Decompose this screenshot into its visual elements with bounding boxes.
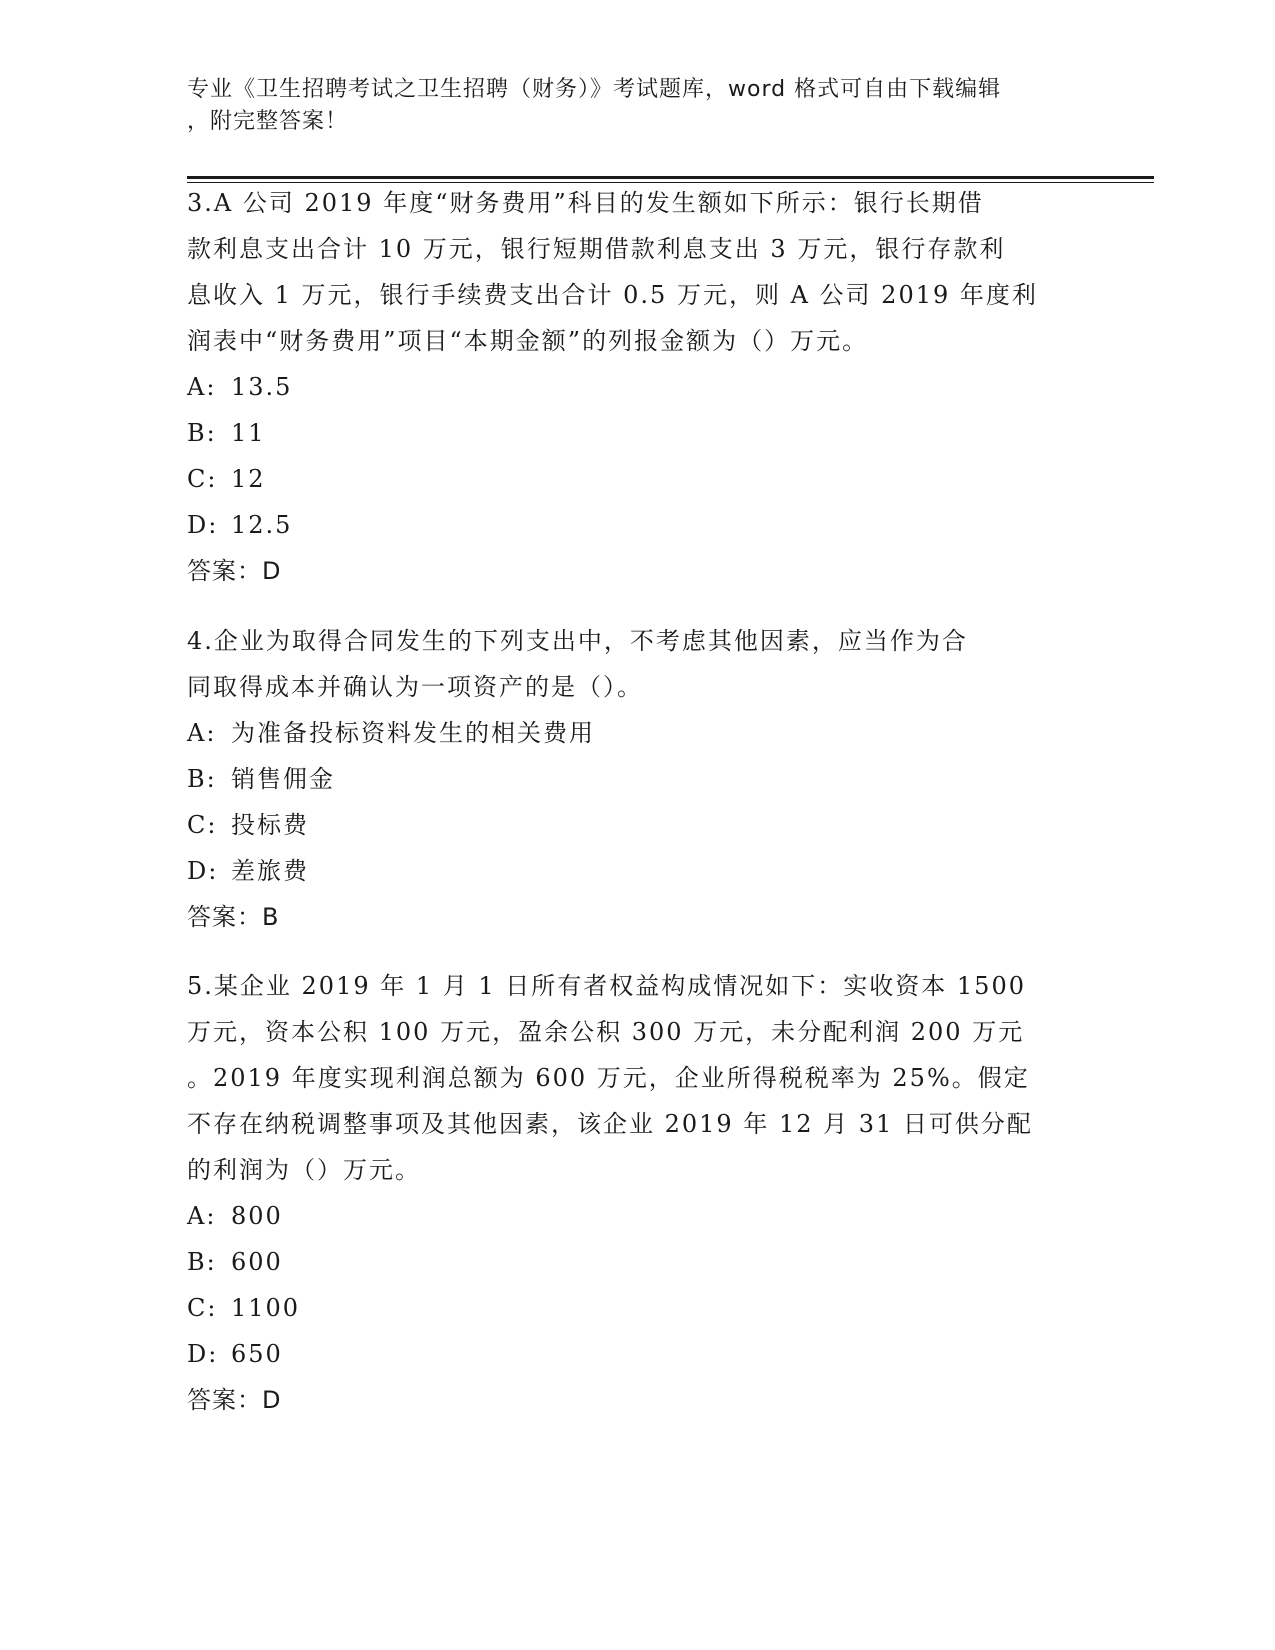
- option-letter: A:: [187, 373, 217, 401]
- document-header: [187, 74, 1067, 138]
- option-text: 销售佣金: [231, 765, 335, 793]
- option-letter: B:: [187, 419, 217, 447]
- option-text: 1100: [231, 1294, 301, 1322]
- option-b: [187, 1239, 1067, 1285]
- option-c: [187, 802, 1067, 848]
- option-letter: C:: [187, 465, 218, 493]
- option-text: 800: [231, 1202, 283, 1230]
- option-a: [187, 1193, 1067, 1239]
- option-d: [187, 502, 1067, 548]
- option-text: 650: [231, 1340, 283, 1368]
- option-text: 13.5: [231, 373, 293, 401]
- question-stem: [187, 963, 1067, 1193]
- option-letter: C:: [187, 811, 218, 839]
- question-stem: [187, 180, 1067, 364]
- option-text: 12: [231, 465, 266, 493]
- question-stem: [187, 618, 1067, 710]
- option-a: [187, 364, 1067, 410]
- option-text: 11: [231, 419, 266, 447]
- option-letter: B:: [187, 1248, 217, 1276]
- answer-line: 答案：D: [187, 1386, 282, 1414]
- option-letter: D:: [187, 511, 219, 539]
- option-text: 投标费: [231, 811, 309, 839]
- option-c: [187, 456, 1067, 502]
- option-letter: C:: [187, 1294, 218, 1322]
- stem-line: 润表中“财务费用”项目“本期金额”的列报金额为（）万元。: [187, 327, 869, 355]
- option-text: 600: [231, 1248, 283, 1276]
- header-divider-thick: [187, 176, 1154, 179]
- option-text: 12.5: [231, 511, 293, 539]
- option-d: [187, 848, 1067, 894]
- option-text: 差旅费: [231, 857, 309, 885]
- stem-line: 的利润为（）万元。: [187, 1156, 421, 1184]
- stem-line: 3.A 公司 2019 年度“财务费用”科目的发生额如下所示：银行长期借: [187, 189, 984, 217]
- option-b: [187, 756, 1067, 802]
- question-3: [187, 180, 1067, 594]
- option-letter: B:: [187, 765, 217, 793]
- stem-line: 不存在纳税调整事项及其他因素，该企业 2019 年 12 月 31 日可供分配: [187, 1110, 1033, 1138]
- stem-line: 同取得成本并确认为一项资产的是（）。: [187, 673, 643, 701]
- stem-line: 万元，资本公积 100 万元，盈余公积 300 万元，未分配利润 200 万元: [187, 1018, 1025, 1046]
- answer-line: 答案：D: [187, 557, 282, 585]
- question-5: [187, 963, 1067, 1423]
- option-a: [187, 710, 1067, 756]
- option-letter: D:: [187, 1340, 219, 1368]
- option-b: [187, 410, 1067, 456]
- option-letter: D:: [187, 857, 219, 885]
- option-d: [187, 1331, 1067, 1377]
- answer-line: 答案：B: [187, 903, 280, 931]
- header-line-2: ，附完整答案！: [187, 109, 349, 134]
- option-letter: A:: [187, 1202, 217, 1230]
- stem-line: 。2019 年度实现利润总额为 600 万元，企业所得税税率为 25%。假定: [187, 1064, 1030, 1092]
- stem-line: 5.某企业 2019 年 1 月 1 日所有者权益构成情况如下：实收资本 1500: [187, 972, 1026, 1000]
- stem-line: 款利息支出合计 10 万元，银行短期借款利息支出 3 万元，银行存款利: [187, 235, 1006, 263]
- header-line-1: 专业《卫生招聘考试之卫生招聘（财务）》考试题库，word 格式可自由下载编辑: [187, 77, 1002, 102]
- question-4: [187, 618, 1067, 940]
- option-c: [187, 1285, 1067, 1331]
- option-text: 为准备投标资料发生的相关费用: [231, 719, 595, 747]
- stem-line: 4.企业为取得合同发生的下列支出中，不考虑其他因素，应当作为合: [187, 627, 968, 655]
- option-letter: A:: [187, 719, 217, 747]
- stem-line: 息收入 1 万元，银行手续费支出合计 0.5 万元，则 A 公司 2019 年度利: [187, 281, 1038, 309]
